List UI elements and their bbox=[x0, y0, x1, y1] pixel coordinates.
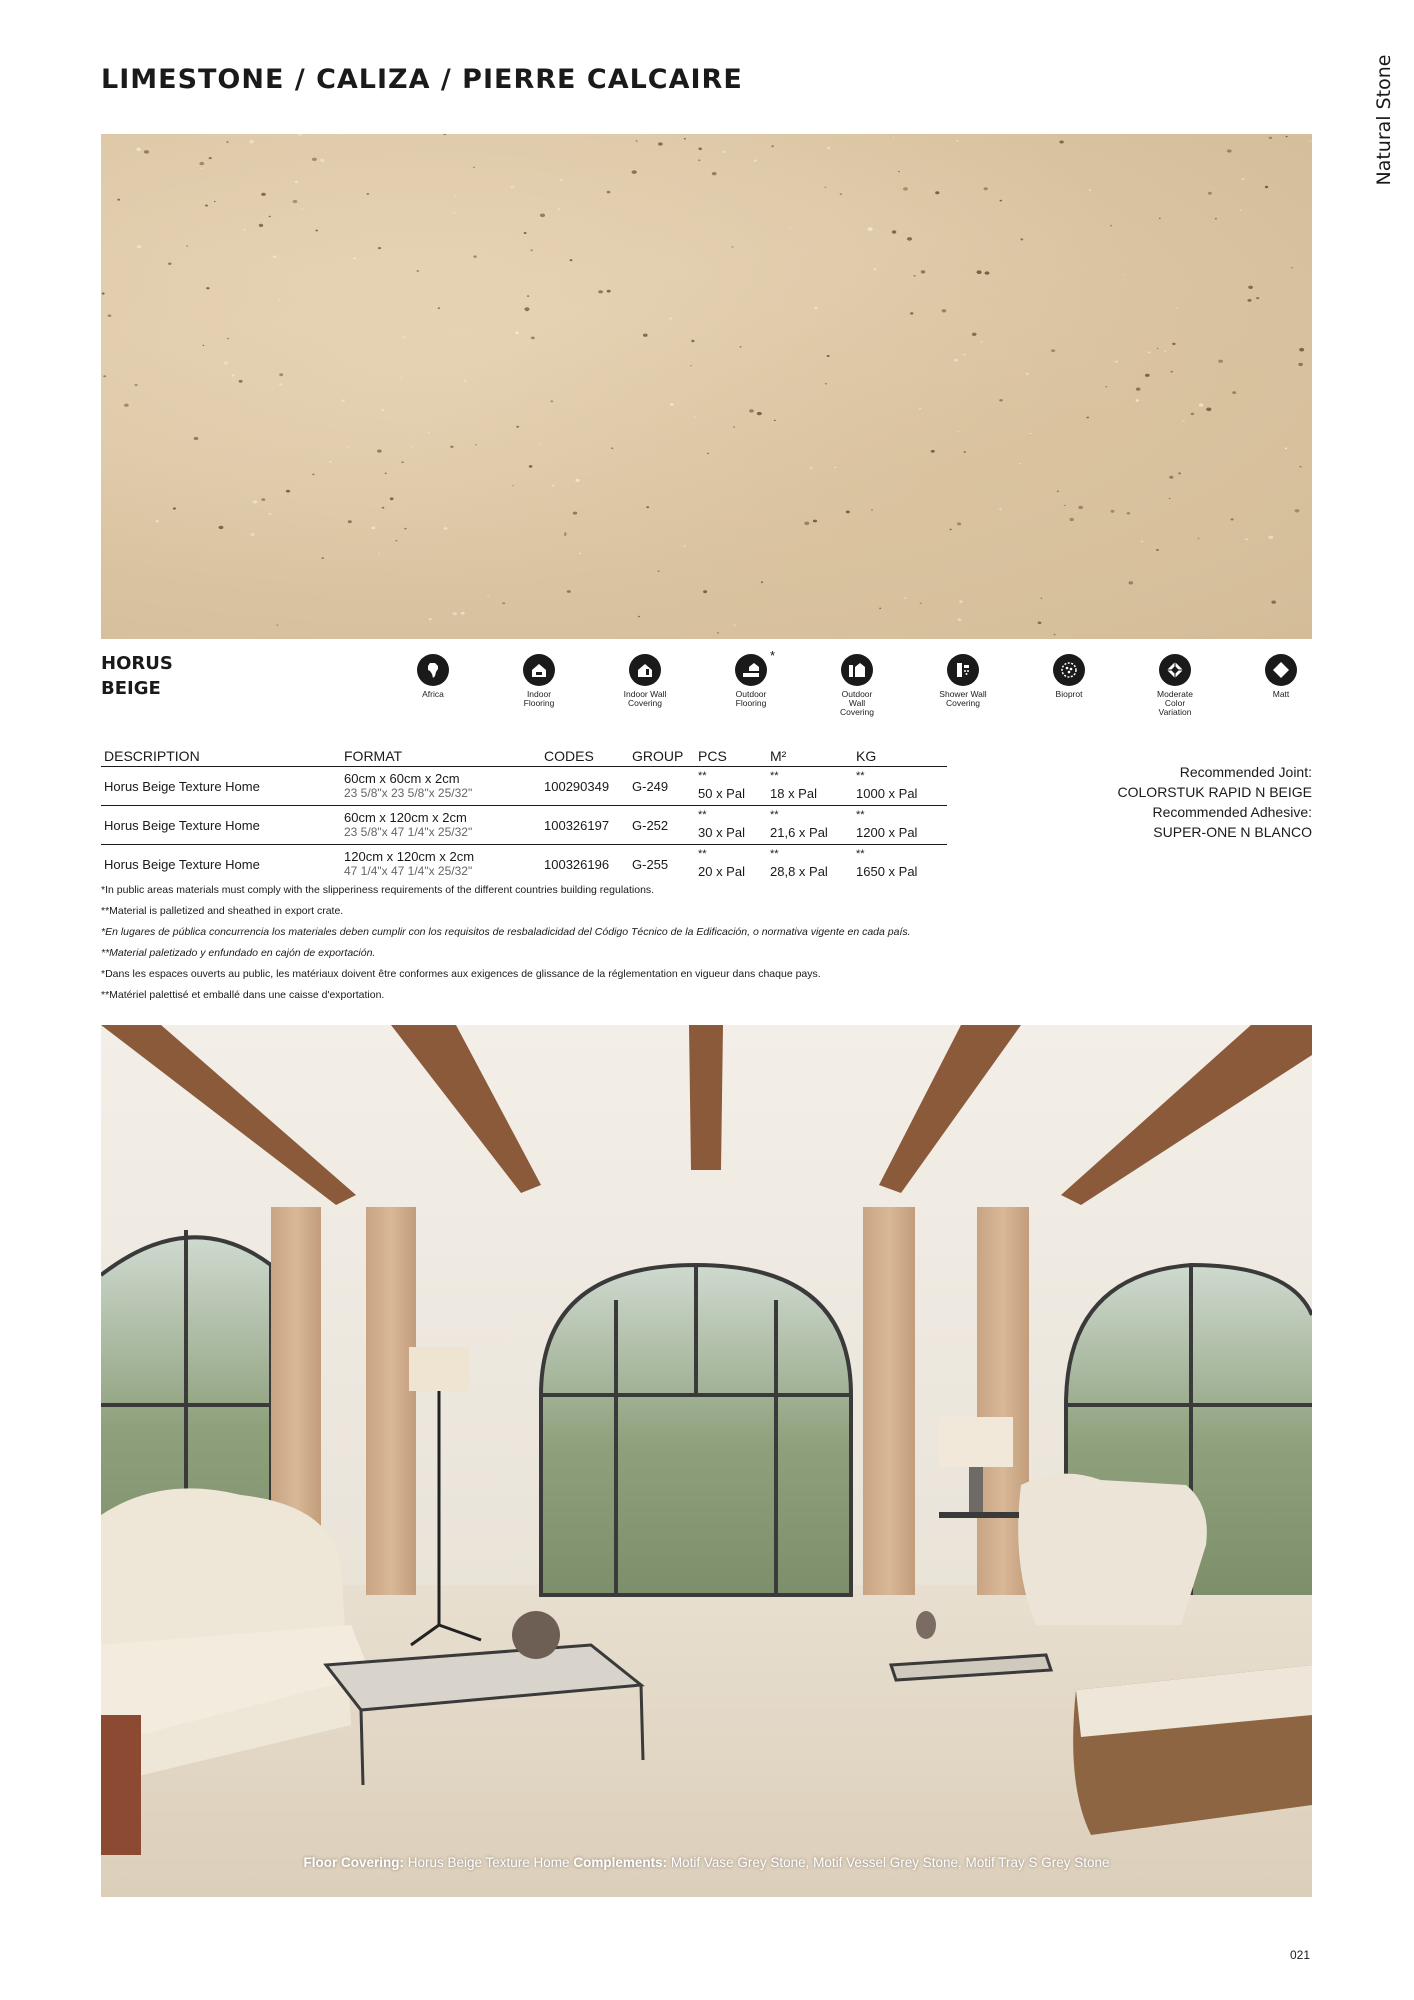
table-row bbox=[101, 767, 947, 806]
product-name-line1: HORUS bbox=[101, 653, 173, 674]
row-code: 100326196 bbox=[544, 856, 610, 872]
joint-value: COLORSTUK RAPID N BEIGE bbox=[1117, 784, 1312, 800]
footnote: *In public areas materials must comply with the slipperiness requirements of the different countries building regulations. bbox=[101, 884, 655, 896]
feature-outdoor-wall: Outdoor Wall Covering bbox=[804, 654, 910, 717]
globe-africa-icon bbox=[417, 654, 449, 686]
row-description: Horus Beige Texture Home bbox=[101, 806, 341, 845]
row-code: 100326197 bbox=[541, 806, 629, 845]
feature-shower-wall: Shower Wall Covering bbox=[910, 654, 1016, 708]
feature-bioprot: Bioprot bbox=[1016, 654, 1122, 699]
room-scene bbox=[101, 1025, 1312, 1897]
product-name-line2: BEIGE bbox=[101, 678, 161, 699]
limestone-texture-photo bbox=[101, 134, 1312, 639]
row-group: G-255 bbox=[632, 856, 669, 872]
footnote: **Material is palletized and sheathed in export crate. bbox=[101, 905, 344, 917]
recommendations bbox=[1055, 762, 1312, 842]
footnotes bbox=[101, 880, 1251, 1006]
feature-color-variation: Moderate Color Variation bbox=[1122, 654, 1228, 717]
col-group: GROUP bbox=[629, 747, 695, 767]
feature-indoor-wall: Indoor Wall Covering bbox=[592, 654, 698, 708]
row-m2: ** 21,6 x Pal bbox=[767, 806, 853, 845]
page-title: LIMESTONE / CALIZA / PIERRE CALCAIRE bbox=[101, 64, 743, 95]
col-pcs: PCS bbox=[695, 747, 767, 767]
side-section-label: Natural Stone bbox=[1373, 54, 1395, 186]
spec-table bbox=[101, 747, 947, 883]
indoor-flooring-icon bbox=[523, 654, 555, 686]
footnote: **Material paletizado y enfundado en cajón de exportación. bbox=[101, 947, 376, 959]
indoor-wall-covering-icon bbox=[629, 654, 661, 686]
moderate-color-variation-icon bbox=[1159, 654, 1191, 686]
row-group: G-252 bbox=[629, 806, 695, 845]
star-mark: * bbox=[769, 648, 775, 663]
matt-finish-icon bbox=[1265, 654, 1297, 686]
photo-caption: Floor Covering: Horus Beige Texture Home Complements: Motif Vase Grey Stone, Motif Vessel Grey Stone, Motif Tray S Grey Stone bbox=[303, 1855, 1110, 1870]
col-description: DESCRIPTION bbox=[101, 747, 341, 767]
row-m2: ** 18 x Pal bbox=[767, 767, 853, 806]
footnote: *Dans les espaces ouverts au public, les matériaux doivent être conformes aux exigences de glissance de la réglementation en vigueur dans chaque pays. bbox=[101, 968, 821, 980]
row-pcs: ** 20 x Pal bbox=[698, 848, 745, 879]
row-format: 60cm x 120cm x 2cm 23 5/8"x 47 1/4"x 25/32" bbox=[341, 806, 541, 845]
row-kg: ** 1200 x Pal bbox=[853, 806, 947, 845]
shower-wall-covering-icon bbox=[947, 654, 979, 686]
row-description: Horus Beige Texture Home bbox=[104, 856, 260, 872]
col-kg: KG bbox=[853, 747, 947, 767]
feature-africa: Africa bbox=[380, 654, 486, 699]
row-pcs: ** 30 x Pal bbox=[695, 806, 767, 845]
feature-indoor-flooring: Indoor Flooring bbox=[486, 654, 592, 708]
adhesive-value: SUPER-ONE N BLANCO bbox=[1153, 824, 1312, 840]
col-codes: CODES bbox=[541, 747, 629, 767]
living-room-photo bbox=[101, 1025, 1312, 1897]
stone-speckles bbox=[101, 134, 1312, 639]
row-m2: ** 28,8 x Pal bbox=[770, 848, 828, 879]
row-group: G-249 bbox=[629, 767, 695, 806]
row-description: Horus Beige Texture Home bbox=[101, 767, 341, 806]
feature-icons bbox=[380, 648, 1312, 720]
col-format: FORMAT bbox=[341, 747, 541, 767]
table-row bbox=[101, 806, 947, 845]
table-header-row bbox=[101, 747, 947, 767]
joint-label: Recommended Joint: bbox=[1179, 764, 1312, 780]
bioprot-icon bbox=[1053, 654, 1085, 686]
row-kg: ** 1650 x Pal bbox=[856, 848, 918, 879]
outdoor-wall-covering-icon bbox=[841, 654, 873, 686]
col-m2: M² bbox=[767, 747, 853, 767]
adhesive-label: Recommended Adhesive: bbox=[1152, 804, 1312, 820]
row-format: 60cm x 60cm x 2cm 23 5/8"x 23 5/8"x 25/32" bbox=[341, 767, 541, 806]
feature-matt: Matt bbox=[1228, 654, 1334, 699]
footnote: **Matériel palettisé et emballé dans une caisse d'exportation. bbox=[101, 989, 385, 1001]
footnote: *En lugares de pública concurrencia los materiales deben cumplir con los requisitos de resbaladicidad del Código Técnico de la Edificación, o normativa vigente en cada país. bbox=[101, 926, 911, 938]
row-code: 100290349 bbox=[541, 767, 629, 806]
table-row bbox=[101, 845, 947, 884]
row-format: 120cm x 120cm x 2cm 47 1/4"x 47 1/4"x 25/32" bbox=[344, 849, 475, 878]
product-name bbox=[101, 651, 173, 701]
feature-outdoor-flooring: * Outdoor Flooring bbox=[735, 648, 775, 708]
page-number: 021 bbox=[1290, 1948, 1311, 1962]
row-kg: ** 1000 x Pal bbox=[853, 767, 947, 806]
row-pcs: ** 50 x Pal bbox=[695, 767, 767, 806]
